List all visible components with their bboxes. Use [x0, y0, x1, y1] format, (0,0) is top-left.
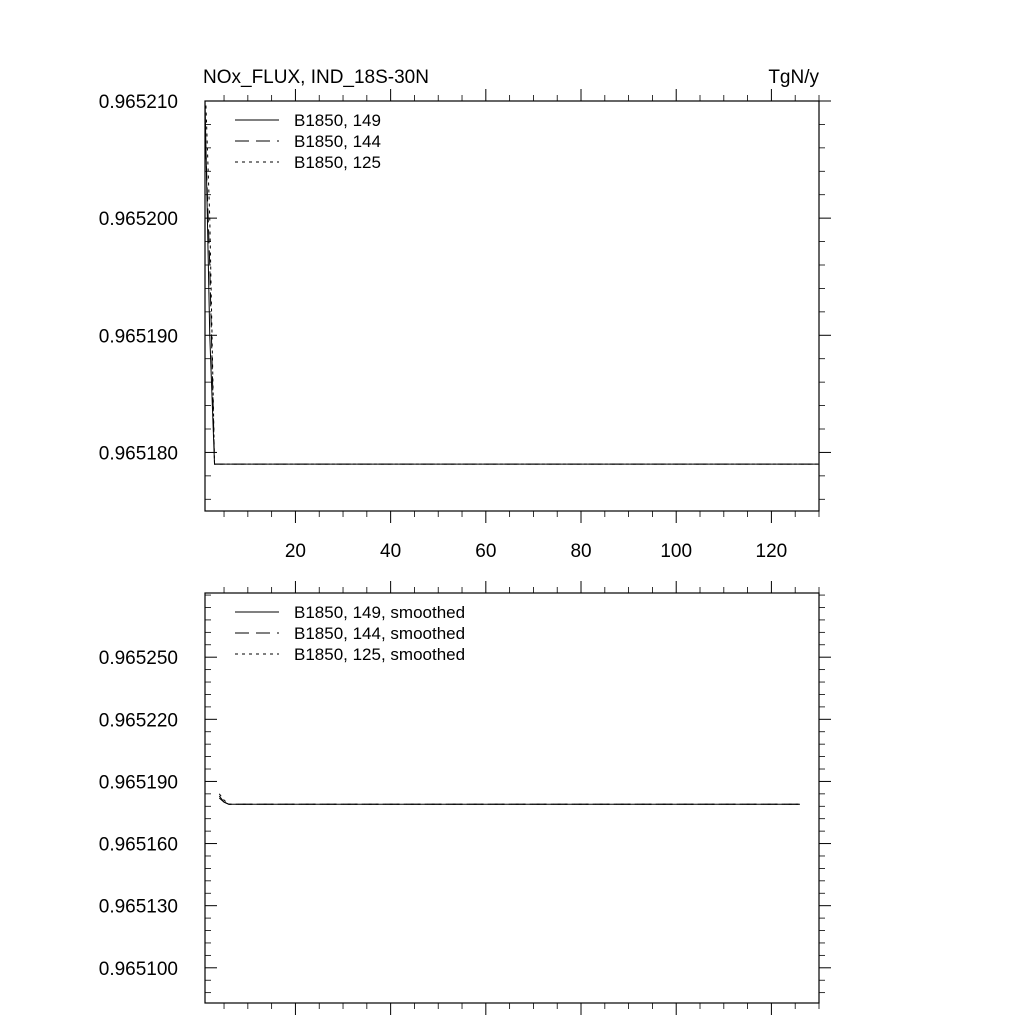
- x-tick-label: 40: [380, 541, 402, 562]
- x-tick-label: 20: [284, 541, 307, 562]
- x-tick-label: 120: [755, 541, 788, 562]
- chart-title: NOx_FLUX, IND_18S-30N: [203, 67, 429, 88]
- x-tick-label: 80: [570, 541, 592, 562]
- y-tick-label: 0.965100: [98, 958, 178, 980]
- legend-label: B1850, 125: [294, 153, 381, 172]
- legend-label: B1850, 144: [294, 132, 381, 151]
- series-line-3: [219, 794, 800, 804]
- series-line-2: [219, 798, 800, 804]
- y-tick-label: 0.965190: [98, 326, 178, 348]
- chart-panel-2: [99, 581, 831, 1015]
- legend-label: B1850, 149, smoothed: [294, 603, 466, 622]
- y-tick-label: 0.965180: [98, 443, 178, 465]
- y-tick-label: 0.965200: [98, 209, 178, 231]
- x-tick-label: 100: [660, 541, 693, 562]
- units-label: TgN/y: [768, 67, 819, 88]
- legend-label: B1850, 125, smoothed: [294, 645, 466, 664]
- y-tick-label: 0.965210: [98, 92, 178, 113]
- chart-panel-1: [99, 67, 831, 562]
- legend-label: B1850, 144, smoothed: [294, 624, 466, 643]
- y-tick-label: 0.965190: [98, 772, 178, 794]
- series-line-1: [219, 796, 800, 804]
- series-line-2: [205, 124, 819, 464]
- y-tick-label: 0.965130: [98, 896, 178, 918]
- legend-label: B1850, 149: [294, 111, 381, 130]
- x-tick-label: 60: [475, 541, 497, 562]
- y-tick-label: 0.965250: [98, 648, 178, 670]
- y-tick-label: 0.965220: [98, 710, 178, 732]
- y-tick-label: 0.965160: [98, 834, 178, 856]
